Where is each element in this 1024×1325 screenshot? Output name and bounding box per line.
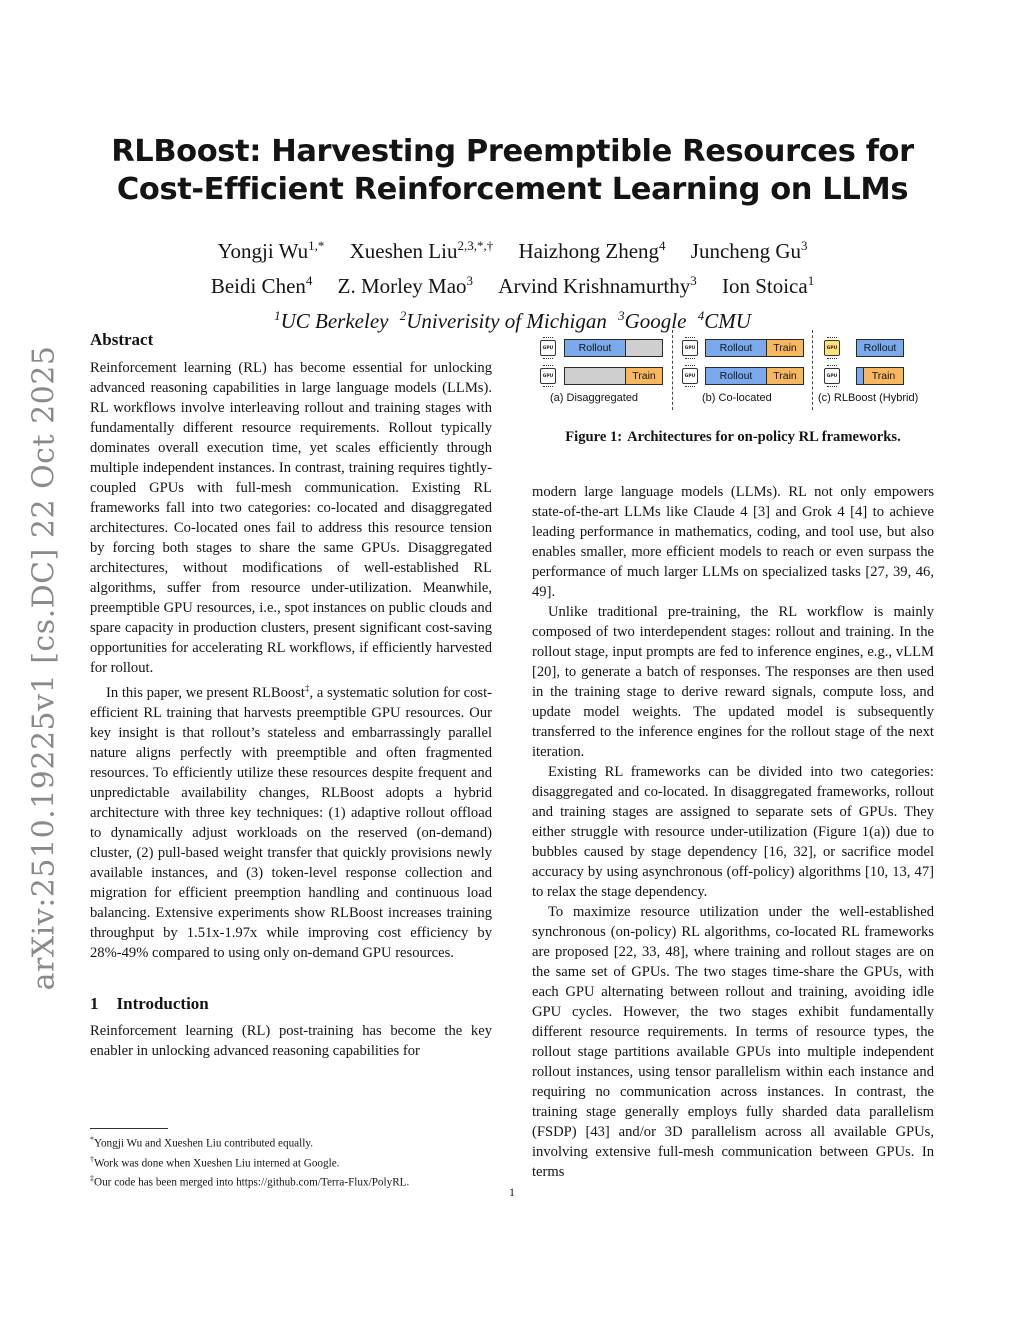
footnote: *Yongji Wu and Xueshen Liu contributed equally. <box>90 1135 314 1150</box>
intro-paragraph: To maximize resource utilization under the well-established synchronous (on-policy) RL algorithms, co-located RL frameworks are proposed [22, 33, 48], where training and rollout stages are on the same set of GPUs. The two stages time-share the GPUs, with each GPU alternating between rollout and training, avoiding idle GPU cycles. However, the two stages exhibit fundamentally different resource requirements. In terms of resource types, the rollout stage partitions available GPUs into multiple independent rollout instances, using tensor parallelism within each instance and requiring no communication across instances. In contrast, the training stage generally employs fully sharded data parallelism (FSDP) [43] and/or 3D parallelism across all available GPUs, involving extensive full-mesh communication between GPUs. In terms <box>532 904 934 1180</box>
intro-paragraph: Existing RL frameworks can be divided into two categories: disaggregated and co-located. In disaggregated frameworks, rollout and training stages are assigned to separate sets of GPUs. They either struggle with resource under-utilization (Figure 1(a)) due to bubbles caused by stage dependency [16, 32], or sacrifice model accuracy by using asynchronous (off-policy) algorithms [10, 13, 47] to relax the stage dependency. <box>532 764 934 900</box>
arxiv-identifier: arXiv:2510.19225v1 [cs.DC] 22 Oct 2025 <box>26 345 62 991</box>
footnote: ‡Our code has been merged into https://github.com/Terra-Flux/PolyRL. <box>90 1174 410 1190</box>
author-block <box>90 231 935 336</box>
gpu-icon: GPU <box>824 368 840 384</box>
affiliation: $^3$Google <box>618 308 687 333</box>
author: Beidi Chen$^4$ <box>210 273 313 298</box>
gpu-icon: GPU <box>540 368 556 384</box>
author: Z. Morley Mao$^3$ <box>337 273 474 298</box>
idle-block <box>564 367 626 385</box>
train-block: Train <box>625 367 663 385</box>
intro-paragraph: Reinforcement learning (RL) post-training has become the key enabler in unlocking advanced reasoning capabilities for <box>90 1022 492 1059</box>
author: Juncheng Gu$^3$ <box>690 238 808 263</box>
abstract-heading: Abstract <box>90 330 154 349</box>
abstract-paragraph: Reinforcement learning (RL) has become essential for unlocking advanced reasoning capabilities in large language models (LLMs). RL workflows involve interleaving rollout and training stages with fundamentally different resource requirements. Rollout typically dominates overall execution time, yet scales efficiently through multiple independent instances. In contrast, training requires tightly-coupled GPUs with full-mesh communication. Existing RL frameworks fall into two categories: co-located and disaggregated architectures. Co-located ones fail to address this resource tension by forcing both stages to share the same GPUs. Disaggregated architectures, without modifications of well-established RL algorithms, suffer from resource under-utilization. Meanwhile, preemptible GPU resources, i.e., spot instances on public clouds and spare capacity in production clusters, present significant cost-saving opportunities for accelerating RL workflows, if efficiently harvested for rollout. <box>90 360 492 676</box>
train-block: Train <box>766 339 804 357</box>
author: Ion Stoica$^1$ <box>721 273 815 298</box>
spot-gpu-icon: GPU <box>824 340 840 356</box>
train-block: Train <box>766 367 804 385</box>
rollout-block: Rollout <box>564 339 626 357</box>
rollout-block: Rollout <box>705 339 767 357</box>
author-line-2 <box>90 266 935 301</box>
rollout-block: Rollout <box>856 339 904 357</box>
gpu-icon: GPU <box>682 368 698 384</box>
author: Xueshen Liu$^{2,3,*,\dagger}$ <box>349 238 494 263</box>
figure-caption: Figure 1: Architectures for on-policy RL frameworks. <box>565 429 901 445</box>
section-heading-introduction: 1 Introduction <box>90 993 209 1013</box>
gpu-icon: GPU <box>682 340 698 356</box>
author-line-1 <box>90 231 935 266</box>
panel-divider <box>672 330 673 410</box>
idle-block <box>625 339 663 357</box>
train-block: Train <box>863 367 904 385</box>
figure-architectures <box>532 330 934 414</box>
gpu-icon: GPU <box>540 340 556 356</box>
affiliation: $^2$Univerisity of Michigan <box>399 308 607 333</box>
author: Arvind Krishnamurthy$^3$ <box>498 273 697 298</box>
panel-divider <box>812 330 813 410</box>
page-number: 1 <box>509 1185 515 1199</box>
affiliation: $^1$UC Berkeley <box>274 308 389 333</box>
paper-title: RLBoost: Harvesting Preemptible Resources for Cost-Efficient Reinforcement Learning on LLMs <box>111 134 914 207</box>
author: Haizhong Zheng$^4$ <box>518 238 666 263</box>
panel-label: (b) Co-located <box>702 392 772 404</box>
intro-paragraph: modern large language models (LLMs). RL not only empowers state-of-the-art LLMs like Claude 4 [3] and Grok 4 [4] to achieve leading performance in mathematics, coding, and tool use, but also enables smaller, more efficient models to reach or even surpass the performance of much larger LLMs on specialized tasks [27, 39, 46, 49]. <box>532 484 934 600</box>
panel-label: (a) Disaggregated <box>550 392 639 404</box>
affiliation: $^4$CMU <box>697 308 751 333</box>
intro-paragraph: Unlike traditional pre-training, the RL workflow is mainly composed of two interdependent stages: rollout and training. In the rollout stage, input prompts are fed to inference engines, e.g., vLLM [20], to generate a batch of responses. The responses are then used in the training stage to derive reward signals, compute loss, and update model weights. The updated model is subsequently transferred to the inference engines for the rollout stage of the next iteration. <box>532 604 934 760</box>
footnote-rule <box>90 1128 168 1129</box>
footnotes <box>90 1128 492 1191</box>
footnote: †Work was done when Xueshen Liu interned at Google. <box>90 1154 340 1170</box>
right-column <box>532 482 934 1182</box>
left-column <box>90 329 492 1061</box>
abstract-paragraph: In this paper, we present RLBoost‡, a systematic solution for cost-efficient RL training that harvests preemptible GPU resources. Our key insight is that rollout’s stateless and embarrassingly parallel nature aligns perfectly with preemptible and often fragmented resources. To efficiently utilize these resources despite frequent and unpredictable availability changes, RLBoost adopts a hybrid architecture with three key techniques: (1) adaptive rollout offload to dynamically adjust workloads on the reserved (on-demand) cluster, (2) pull-based weight transfer that quickly provisions newly available instances, and (3) token-level response collection and migration for efficient preemption handling and continuous load balancing. Extensive experiments show RLBoost increases training throughput by 1.51x-1.97x while improving cost efficiency by 28%-49% compared to using only on-demand GPU resources. <box>90 683 493 961</box>
author: Yongji $Wu^{1,*}$ <box>217 238 325 263</box>
panel-label: (c) RLBoost (Hybrid) <box>818 392 919 404</box>
rollout-block: Rollout <box>705 367 767 385</box>
